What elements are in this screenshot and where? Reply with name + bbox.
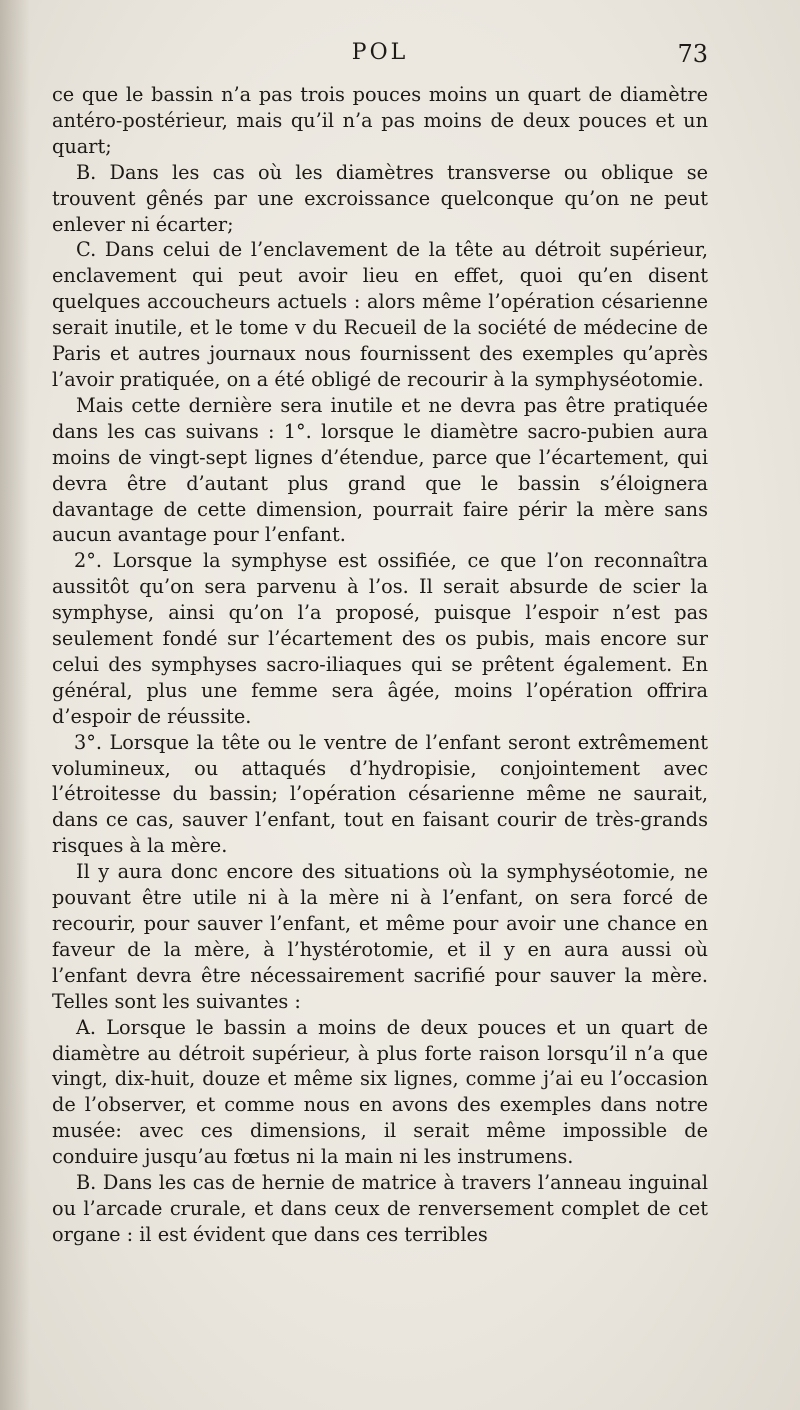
paragraph-point-2: 2°. Lorsque la symphyse est ossifiée, ce que l’on reconnaîtra aussitôt qu’on sera parvenu à l’os. Il serait absurde de scier la symphyse, ainsi qu’on l’a proposé, puisque l’espoir n’est pas seulement fondé sur l’écartement des os pubis, mais encore sur celui des symphyses sacro-iliaques qui se prêtent également. En général, plus une femme sera âgée, moins l’opération offrira d’espoir de réussite. (52, 549, 708, 728)
running-head: POL (351, 40, 409, 65)
paragraph-case-b: B. Dans les cas où les diamètres transverse ou oblique se trouvent gênés par une excroissance quelconque qu’on ne peut enlever ni écarter; (52, 160, 708, 236)
paragraph-case-b-second: B. Dans les cas de hernie de matrice à travers l’anneau inguinal ou l’arcade crurale, et dans ceux de renversement complet de cet organe : il est évident que dans ces terribles (52, 1171, 708, 1246)
binding-shadow (0, 0, 30, 1410)
page-number: 73 (677, 40, 708, 68)
paragraph-case-a-second: A. Lorsque le bassin a moins de deux pouces et un quart de diamètre au détroit supérieur, à plus forte raison lorsqu’il n’a que vingt, dix-huit, douze et même six lignes, comme j’ai eu l’occasion de l’observer, et comme nous en avons des exemples dans notre musée: avec ces dimensions, il serait même impossible de conduire jusqu’au fœtus ni la main ni les instrumens. (52, 1015, 708, 1169)
paragraph-case-c: C. Dans celui de l’enclavement de la tête au détroit supérieur, enclavement qui peut avoir lieu en effet, quoi qu’en disent quelques accoucheurs actuels : alors même l’opération césarienne serait inutile, et le tome v du Recueil de la société de médecine de Paris et autres journaux nous fournissent des exemples qu’après l’avoir pratiquée, on a été obligé de recourir à la symphyséotomie. (52, 238, 708, 391)
paragraph-situations: Il y aura donc encore des situations où la symphyséotomie, ne pouvant être utile ni à la mère ni à l’enfant, on sera forcé de recourir, pour sauver l’enfant, et même pour avoir une chance en faveur de la mère, à l’hystérotomie, et il y en aura aussi où l’enfant devra être nécessairement sacrifié pour sauver la mère. Telles sont les suivantes : (52, 860, 708, 1013)
paragraph-point-3: 3°. Lorsque la tête ou le ventre de l’enfant seront extrêmement volumineux, ou attaqués d’hydropisie, conjointement avec l’étroitesse du bassin; l’opération césarienne même ne saurait, dans ce cas, sauver l’enfant, tout en faisant courir de très-grands risques à la mère. (52, 730, 708, 858)
body-text (52, 82, 708, 1248)
paragraph-continuation: ce que le bassin n’a pas trois pouces moins un quart de diamètre antéro-postérieur, mais qu’il n’a pas moins de deux pouces et un quart; (52, 83, 708, 158)
page-header (52, 40, 708, 76)
paragraph-contraindications: Mais cette dernière sera inutile et ne devra pas être pratiquée dans les cas suivans : 1°. lorsque le diamètre sacro-pubien aura moins de vingt-sept lignes d’étendue, parce que l’écartement, qui devra être d’autant plus grand que le bassin s’éloignera davantage de cette dimension, pourrait faire périr la mère sans aucun avantage pour l’enfant. (52, 393, 708, 547)
